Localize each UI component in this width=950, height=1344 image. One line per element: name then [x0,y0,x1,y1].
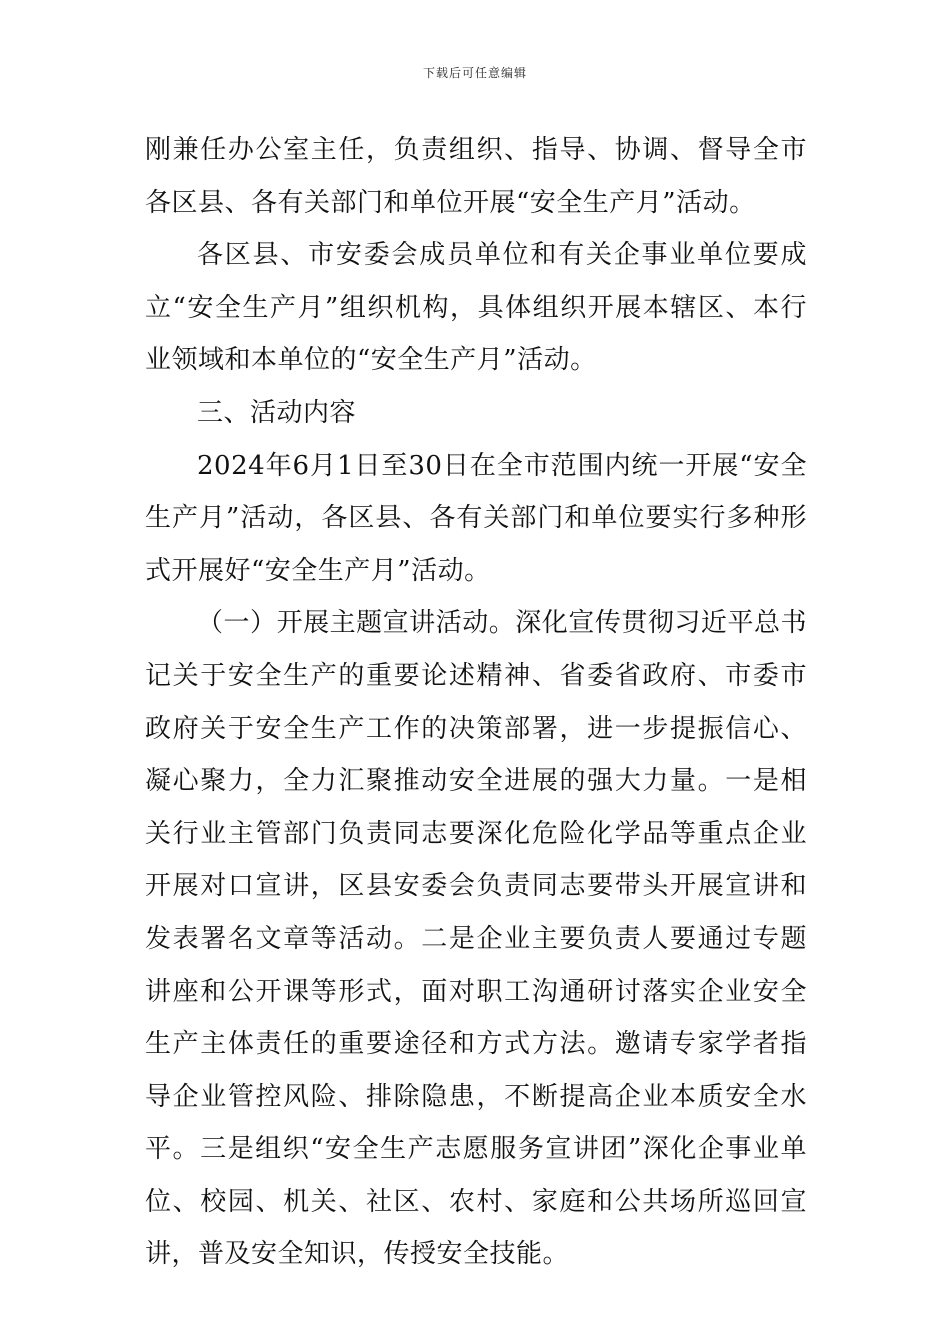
paragraph-activity-period: 2024年6月1日至30日在全市范围内统一开展“安全生产月”活动，各区县、各有关部门和单位要实行多种形式开展好“安全生产月”活动。 [145,450,807,586]
paragraph-continuation: 刚兼任办公室主任，负责组织、指导、协调、督导全市各区县、各有关部门和单位开展“安全生产月”活动。 [145,135,807,218]
header-note: 下载后可任意编辑 [422,66,527,80]
section-heading: 三、活动内容 [197,397,357,428]
paragraph-theme-lecture: （一）开展主题宣讲活动。深化宣传贯彻习近平总书记关于安全生产的重要论述精神、省委省政府、市委市政府关于安全生产工作的决策部署，进一步提振信心、凝心聚力，全力汇聚推动安全进展的强大力量。一是相关行业主管部门负责同志要深化危险化学品等重点企业开展对口宣讲，区县安委会负责同志要带头开展宣讲和发表署名文章等活动。二是企业主要负责人要通过专题讲座和公开课等形式，面对职工沟通研讨落实企业安全生产主体责任的重要途径和方式方法。邀请专家学者指导企业管控风险、排除隐患，不断提高企业本质安全水平。三是组织“安全生产志愿服务宣讲团”深化企事业单位、校园、机关、社区、农村、家庭和公共场所巡回宣讲，普及安全知识，传授安全技能。 [145,608,807,1270]
paragraph-organization: 各区县、市安委会成员单位和有关企事业单位要成立“安全生产月”组织机构，具体组织开展本辖区、本行业领域和本单位的“安全生产月”活动。 [145,240,807,376]
document-body [145,124,807,1281]
